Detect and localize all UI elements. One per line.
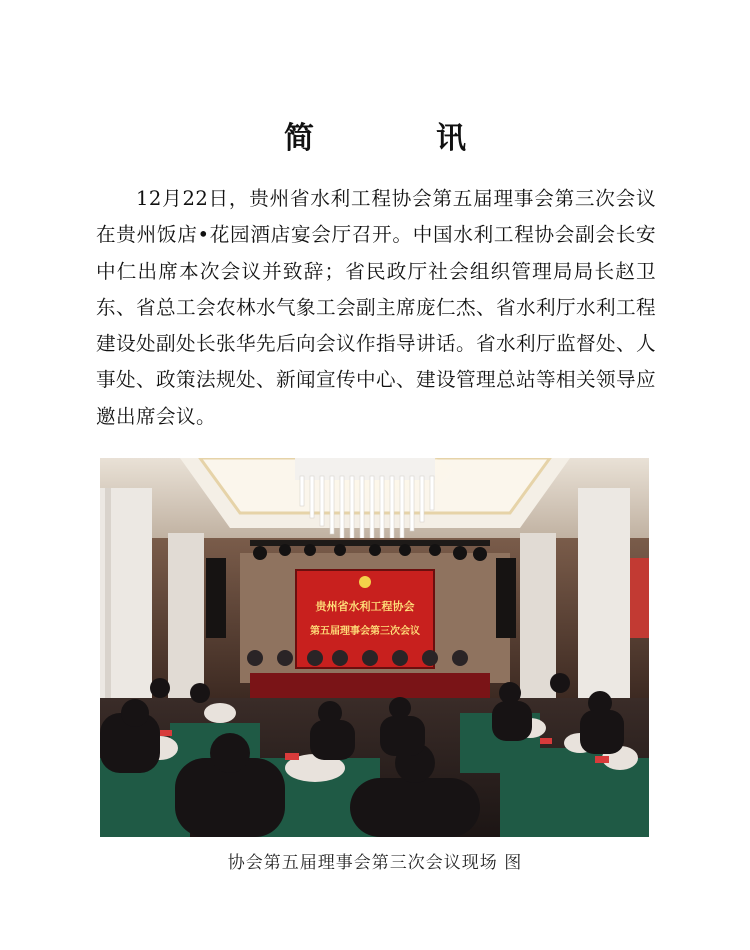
page-title: 简 讯 (284, 121, 512, 156)
news-paragraph: 12月22日，贵州省水利工程协会第五届理事会第三次会议在贵州饭店•花园酒店宴会厅召开。中国水利工程协会副会长安中仁出席本次会议并致辞；省民政厅社会组织管理局局长赵卫东、省总工会农林水气象工会副主席庞仁杰、省水利厅水利工程建设处副处长张华先后向会议作指导讲话。省水利厅监督处、人事处、政策法规处、新闻宣传中心、建设管理总站等相关领导应邀出席会议。 (96, 187, 656, 428)
banner-line-2: 第五届理事会第三次会议 (310, 626, 420, 637)
meeting-photo (100, 458, 649, 837)
banner-line-1: 贵州省水利工程协会 (315, 600, 415, 613)
photo-caption: 协会第五届理事会第三次会议现场 图 (227, 853, 523, 873)
